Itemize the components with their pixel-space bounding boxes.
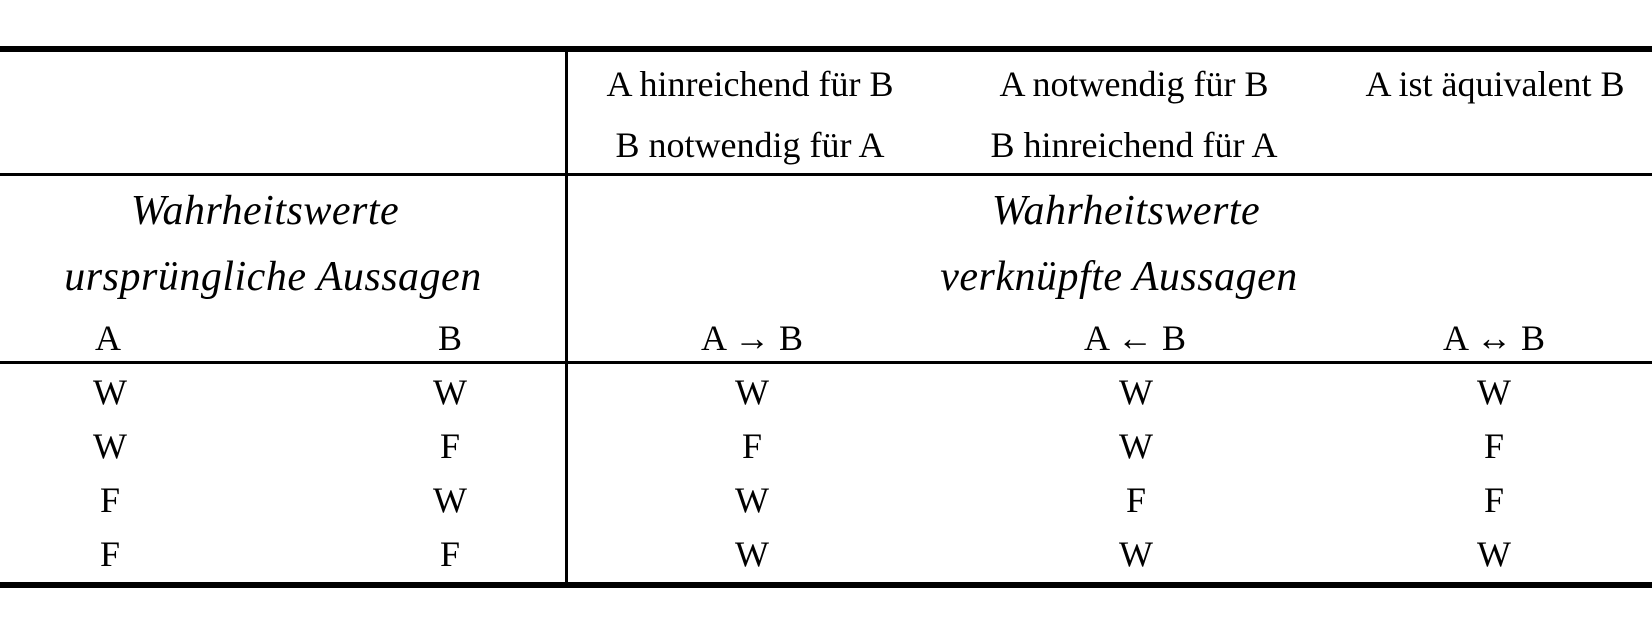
table-cell: W [1119,372,1153,412]
table-cell: F [439,426,461,466]
table-cell: F [741,426,763,466]
column-header-converse: A ← B [1083,318,1187,358]
table-cell: W [1477,534,1511,574]
table-cell: F [1125,480,1147,520]
group-divider [565,52,568,582]
left-group-title-line2: ursprüngliche Aussagen [64,254,482,300]
column-header-implication: A → B [700,318,804,358]
table-cell: F [1483,426,1505,466]
table-cell: W [433,372,467,412]
table-cell: F [1483,480,1505,520]
table-cell: W [735,534,769,574]
bottom-rule [0,582,1652,588]
table-cell: W [1119,534,1153,574]
relation-necessary-line1: A notwendig für B [999,64,1269,104]
table-cell: W [93,372,127,412]
table-cell: W [735,480,769,520]
relation-header-rule [0,173,1652,176]
right-group-title-line1: Wahrheitswerte [991,188,1261,234]
left-group-title-line1: Wahrheitswerte [130,188,400,234]
table-cell: W [1477,372,1511,412]
relation-sufficient-line1: A hinreichend für B [606,64,894,104]
table-cell: F [439,534,461,574]
relation-necessary-line2: B hinreichend für A [990,125,1278,165]
top-rule [0,46,1652,52]
table-cell: W [735,372,769,412]
column-header-rule [0,361,1652,364]
column-header-a: A [95,318,121,358]
table-cell: W [433,480,467,520]
table-cell: F [99,480,121,520]
column-header-b: B [437,318,463,358]
relation-sufficient-line2: B notwendig für A [615,125,885,165]
table-cell: W [1119,426,1153,466]
relation-equivalent-line1: A ist äquivalent B [1365,64,1625,104]
table-cell: F [99,534,121,574]
table-cell: W [93,426,127,466]
right-group-title-line2: verknüpfte Aussagen [940,254,1298,300]
column-header-equivalence: A ↔ B [1442,318,1546,358]
